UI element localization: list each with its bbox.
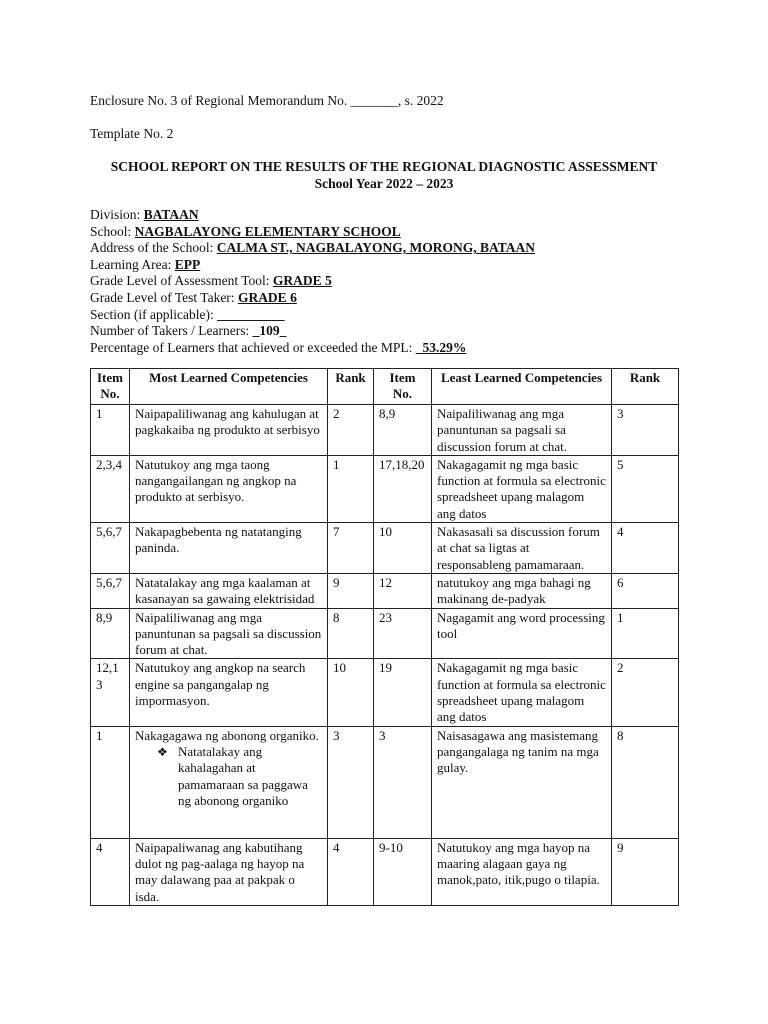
least-learned-cell: natutukoy ang mga bahagi ng makinang de-padyak [432, 573, 612, 608]
table-row [91, 455, 679, 522]
takers-row [90, 323, 535, 340]
rank-2-cell: 1 [612, 608, 679, 659]
header-item-no: Item No. [91, 369, 130, 405]
item-no-cell: 4 [91, 838, 130, 905]
most-learned-cell: Natutukoy ang mga taong nangangailangan ng angkop na produkto at serbisyo. [130, 455, 328, 522]
competencies-table [90, 368, 679, 906]
rank-cell: 1 [328, 455, 374, 522]
tool-grade-row [90, 273, 535, 290]
rank-2-cell: 2 [612, 659, 679, 726]
most-learned-cell: Naipapaliliwanag ang kahulugan at pagkakaiba ng produkto at serbisyo [130, 405, 328, 456]
item-no-2-cell: 23 [374, 608, 432, 659]
item-no-2-cell: 8,9 [374, 405, 432, 456]
rank-cell: 10 [328, 659, 374, 726]
table-row [91, 573, 679, 608]
rank-cell: 4 [328, 838, 374, 905]
school-label: School: [90, 223, 135, 239]
item-no-cell: 5,6,7 [91, 573, 130, 608]
item-no-cell: 8,9 [91, 608, 130, 659]
division-label: Division: [90, 207, 144, 222]
header-rank-2: Rank [612, 369, 679, 405]
address-label: Address of the School: [90, 240, 217, 256]
taker-grade-value: GRADE 6 [237, 289, 297, 305]
item-no-2-cell: 9-10 [374, 838, 432, 905]
tool-grade-value: GRADE 5 [272, 273, 332, 289]
division-value: BATAAN [143, 207, 199, 222]
item-no-cell: 1 [91, 726, 130, 838]
item-no-cell: 12,13 [91, 659, 130, 726]
enclosure-line: Enclosure No. 3 of Regional Memorandum No. _______, s. 2022 [90, 93, 444, 108]
table-row [91, 838, 679, 905]
learning-area-row [90, 257, 535, 274]
least-learned-cell: Natutukoy ang mga hayop na maaring alagaan gaya ng manok,pato, itik,pugo o tilapia. [432, 838, 612, 905]
item-no-2-cell: 19 [374, 659, 432, 726]
mpl-row [90, 340, 535, 357]
division-row [90, 207, 535, 224]
most-learned-text: Nakagagawa ng abonong organiko. [135, 727, 319, 743]
item-no-cell: 5,6,7 [91, 523, 130, 574]
sub-competency-text: Natatalakay ang kahalagahan at pamamaraan sa paggawa ng abonong organiko [178, 743, 308, 808]
diamond-bullet-icon: ❖ [157, 744, 168, 759]
taker-grade-label: Grade Level of Test Taker: [90, 289, 238, 305]
section-value: __________ [217, 306, 285, 322]
header-most-learned: Most Learned Competencies [130, 369, 328, 405]
rank-cell: 9 [328, 573, 374, 608]
rank-cell: 2 [328, 405, 374, 456]
rank-2-cell: 6 [612, 573, 679, 608]
most-learned-cell: Naipaliliwanag ang mga panuntunan sa pagsali sa discussion forum at chat. [130, 608, 328, 659]
most-learned-cell: Naipapaliwanag ang kabutihang dulot ng pag-aalaga ng hayop na may dalawang paa at pakpak o isda. [130, 838, 328, 905]
item-no-cell: 2,3,4 [91, 455, 130, 522]
section-row [90, 307, 535, 324]
takers-value: _109_ [252, 323, 287, 339]
address-value: CALMA ST., NAGBALAYONG, MORONG, BATAAN [216, 240, 536, 256]
learning-area-value: EPP [174, 256, 201, 272]
school-value: NAGBALAYONG ELEMENTARY SCHOOL [134, 223, 401, 239]
table-row [91, 726, 679, 838]
rank-2-cell: 5 [612, 455, 679, 522]
mpl-label: Percentage of Learners that achieved or exceeded the MPL: [90, 339, 416, 355]
table-row [91, 523, 679, 574]
table-row [91, 659, 679, 726]
header-rank: Rank [328, 369, 374, 405]
table-row [91, 405, 679, 456]
taker-grade-row [90, 290, 535, 307]
least-learned-cell: Naipaliliwanag ang mga panuntunan sa pagsali sa discussion forum at chat. [432, 405, 612, 456]
table-row [91, 608, 679, 659]
header-item-no-2: Item No. [374, 369, 432, 405]
least-learned-cell: Nakagagamit ng mga basic function at formula sa electronic spreadsheet upang malagom ang datos [432, 659, 612, 726]
rank-2-cell: 4 [612, 523, 679, 574]
address-row [90, 240, 535, 257]
rank-2-cell: 3 [612, 405, 679, 456]
school-row [90, 224, 535, 241]
report-title: SCHOOL REPORT ON THE RESULTS OF THE REGIONAL DIAGNOSTIC ASSESSMENT [110, 159, 658, 174]
item-no-2-cell: 10 [374, 523, 432, 574]
section-label: Section (if applicable): [90, 306, 218, 322]
template-number: Template No. 2 [90, 126, 174, 141]
takers-label: Number of Takers / Learners: [90, 323, 253, 339]
most-learned-cell: Natatalakay ang mga kaalaman at kasanayan sa gawaing elektrisidad [130, 573, 328, 608]
rank-cell: 7 [328, 523, 374, 574]
rank-cell: 8 [328, 608, 374, 659]
most-learned-cell [130, 726, 328, 838]
sub-competency-item [135, 744, 322, 809]
sub-competency-list [135, 744, 322, 809]
item-no-2-cell: 17,18,20 [374, 455, 432, 522]
rank-2-cell: 9 [612, 838, 679, 905]
header-least-learned: Least Learned Competencies [432, 369, 612, 405]
most-learned-cell: Nakapagbebenta ng natatanging paninda. [130, 523, 328, 574]
school-year: School Year 2022 – 2023 [314, 176, 454, 191]
rank-cell: 3 [328, 726, 374, 838]
learning-area-label: Learning Area: [90, 256, 175, 272]
least-learned-cell: Nakagagamit ng mga basic function at formula sa electronic spreadsheet upang malagom ang datos [432, 455, 612, 522]
most-learned-cell: Natutukoy ang angkop na search engine sa pangangalap ng impormasyon. [130, 659, 328, 726]
table-header-row [91, 369, 679, 405]
rank-2-cell: 8 [612, 726, 679, 838]
least-learned-cell: Nakasasali sa discussion forum at chat sa ligtas at responsableng pamamaraan. [432, 523, 612, 574]
least-learned-cell: Nagagamit ang word processing tool [432, 608, 612, 659]
tool-grade-label: Grade Level of Assessment Tool: [90, 273, 273, 289]
item-no-2-cell: 3 [374, 726, 432, 838]
item-no-cell: 1 [91, 405, 130, 456]
item-no-2-cell: 12 [374, 573, 432, 608]
mpl-value: _53.29% [415, 339, 467, 355]
report-title-block [0, 158, 768, 192]
school-info [90, 207, 535, 356]
least-learned-cell: Naisasagawa ang masistemang pangangalaga ng tanim na mga gulay. [432, 726, 612, 838]
